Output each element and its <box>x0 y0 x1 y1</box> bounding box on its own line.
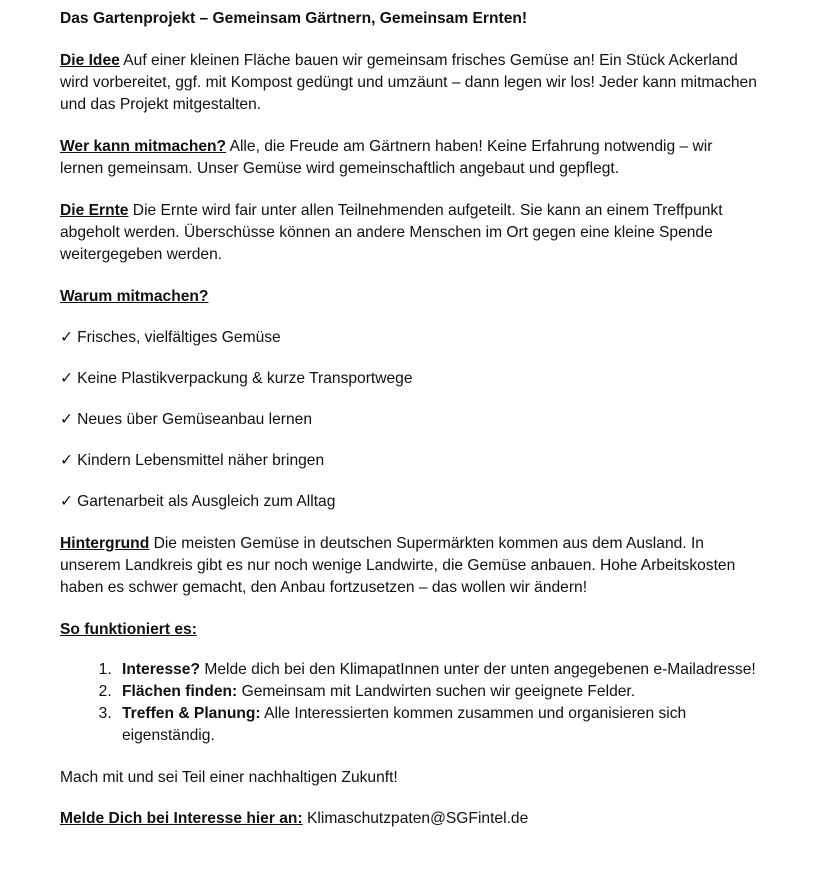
hintergrund-label: Hintergrund <box>60 535 150 552</box>
wer-text: Alle, die Freude am Gärtnern haben! Keine Erfahrung notwendig – wir lernen gemeinsam. Unser Gemüse wird gemeinschaftlich angebaut und gepflegt. <box>60 138 713 177</box>
checkmark-icon: ✓ <box>60 370 74 387</box>
step-bold: Interesse? <box>122 661 201 678</box>
funktion-heading: So funktioniert es: <box>60 621 197 638</box>
section-ernte <box>60 200 760 266</box>
step-item <box>116 703 760 747</box>
check-item <box>60 491 760 513</box>
steps-list <box>60 659 760 747</box>
section-wer <box>60 136 760 180</box>
check-item <box>60 450 760 472</box>
check-item-text: Gartenarbeit als Ausgleich zum Alltag <box>77 493 336 510</box>
check-item-text: Kindern Lebensmittel näher bringen <box>77 452 325 469</box>
document-body <box>60 8 760 830</box>
checkmark-icon: ✓ <box>60 329 74 346</box>
checkmark-icon: ✓ <box>60 411 74 428</box>
step-item <box>116 659 760 681</box>
check-item-text: Keine Plastikverpackung & kurze Transportwege <box>77 370 413 387</box>
check-item <box>60 409 760 431</box>
checkmark-icon: ✓ <box>60 493 74 510</box>
hintergrund-text: Die meisten Gemüse in deutschen Supermärkten kommen aus dem Ausland. In unserem Landkreis gibt es nur noch wenige Landwirte, die Gemüse anbauen. Hohe Arbeitskosten haben es schwer gemacht, den Anbau fortzusetzen – das wollen wir ändern! <box>60 535 736 596</box>
check-item <box>60 327 760 349</box>
idee-label: Die Idee <box>60 52 120 69</box>
check-item <box>60 368 760 390</box>
step-bold: Treffen & Planung: <box>122 705 261 722</box>
wer-label: Wer kann mitmachen? <box>60 138 227 155</box>
section-idee <box>60 50 760 116</box>
check-item-text: Frisches, vielfältiges Gemüse <box>77 329 281 346</box>
step-text: Gemeinsam mit Landwirten suchen wir geeignete Felder. <box>237 683 636 700</box>
check-item-text: Neues über Gemüseanbau lernen <box>77 411 313 428</box>
step-text: Alle Interessierten kommen zusammen und organisieren sich eigenständig. <box>122 705 687 744</box>
checkmark-icon: ✓ <box>60 452 74 469</box>
contact-email: Klimaschutzpaten@SGFintel.de <box>302 810 529 827</box>
ernte-label: Die Ernte <box>60 202 129 219</box>
ernte-text: Die Ernte wird fair unter allen Teilnehmenden aufgeteilt. Sie kann an einem Treffpunkt abgeholt werden. Überschüsse können an andere Menschen im Ort gegen eine kleine Spende weitergegeben werden. <box>60 202 723 263</box>
section-hintergrund <box>60 533 760 599</box>
idee-text: Auf einer kleinen Fläche bauen wir gemeinsam frisches Gemüse an! Ein Stück Ackerland wird vorbereitet, ggf. mit Kompost gedüngt und umzäunt – dann legen wir los! Jeder kann mitmachen und das Projekt mitgestalten. <box>60 52 757 113</box>
step-item <box>116 681 760 703</box>
warum-heading: Warum mitmachen? <box>60 288 209 305</box>
contact-line <box>60 808 760 830</box>
step-bold: Flächen finden: <box>122 683 238 700</box>
page-title: Das Gartenprojekt – Gemeinsam Gärtnern, Gemeinsam Ernten! <box>60 10 528 27</box>
step-text: Melde dich bei den KlimapatInnen unter der unten angegebenen e-Mailadresse! <box>200 661 756 678</box>
closing-text: Mach mit und sei Teil einer nachhaltigen Zukunft! <box>60 769 398 786</box>
contact-label: Melde Dich bei Interesse hier an: <box>60 810 303 827</box>
